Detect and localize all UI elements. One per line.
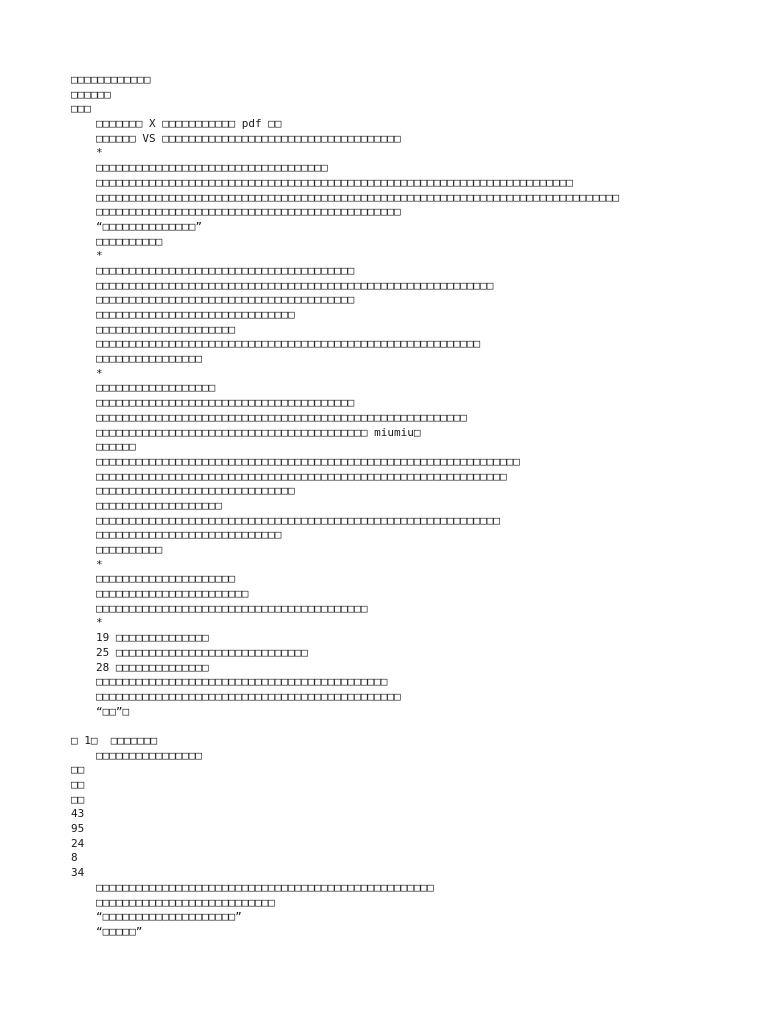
left-row: 34 <box>71 866 85 880</box>
body-line: □□□□□□□□□□□□□□□□□□□□□□□□□□□□□□□□□□□□□□□□□ miumiu□ <box>96 425 421 439</box>
body-line: □□□□□□□□□□□□□□□□□□□□□□□□□□□□□□□□□□□□□□□□□□□□□□ <box>96 689 401 703</box>
section-subline: □□□□□□□□□□□□□□□□ <box>96 748 202 762</box>
left-column-rows <box>71 763 711 881</box>
body-line: □□□□□□□□□□□□□□□□□□□□□□□ <box>96 587 249 601</box>
body-line: □□□□□□□□□□□□□□□□□□□□□□□□□□□□□□□□□□□□□□□ <box>96 396 355 410</box>
body-line: □□□□□□□□□□□□□□□□□□□□□□□□□□□□□□□□□□□□□□□□□□□□□□□□□□□ <box>96 880 434 894</box>
head-line: □□□ <box>71 102 91 116</box>
body-line: □□□□□□□□□□□□□□□□□□□□□□□□□□□□□□□□□□□□□□□□□□□□□□□□□□□□□□□□□□□□ <box>96 278 494 292</box>
body-line: * <box>96 146 103 160</box>
body-line: □□□□□□□□□□□□□□□□ <box>96 352 202 366</box>
body-line: □□□□□□□□□□□□□□□□□□□□□□□□□□□□□□□□□□□□□□□□□□□□□□□□□□□□□□□□□□□□□□□□□□□□□□□□ <box>96 175 573 189</box>
body-line: □□□□□□ VS □□□□□□□□□□□□□□□□□□□□□□□□□□□□□□□□□□□□ <box>96 131 401 145</box>
left-row: 8 <box>71 851 78 865</box>
document-page <box>71 73 711 940</box>
body-line: 28 □□□□□□□□□□□□□□ <box>96 660 209 674</box>
body-line: □□□□□□□□□□ <box>96 234 163 248</box>
body-line: □□□□□□□□□□□□□□□□□□□ <box>96 498 222 512</box>
body-line: □□□□□□□□□□□□□□□□□□□□□ <box>96 322 236 336</box>
body-line: □□□□□□□□□□□□□□□□□□ <box>96 381 216 395</box>
left-row: 24 <box>71 836 85 850</box>
body-line: “□□□□□□□□□□□□□□” <box>96 219 202 233</box>
head-line: □□□□□□□□□□□□ <box>71 73 151 86</box>
section-1 <box>71 734 711 763</box>
body-line: □□□□□□□□□□□□□□□□□□□□□□□□□□□□□□□□□□□□□□□□□□□□□□□□□□□□□□□□ <box>96 410 467 424</box>
body-line: □□□□□□□□□□□□□□□□□□□□□□□□□□□□□□□□□□□□□□□ <box>96 293 355 307</box>
body-line: * <box>96 249 103 263</box>
spacer <box>71 719 711 734</box>
body-line: “□□□□□□□□□□□□□□□□□□□□” <box>96 910 242 924</box>
body-line: □□□□□□□□□□□□□□□□□□□□□□□□□□□□□□□□□□□□□□□□□□□□ <box>96 675 388 689</box>
body-line: □□□□□□□□□□□□□□□□□□□□□□□□□□□ <box>96 895 275 909</box>
body-line: □□□□□□□□□□□□□□□□□□□□□□□□□□□□□□□□□□□□□□□ <box>96 263 355 277</box>
body-line: * <box>96 616 103 630</box>
body-line: “□□”□ <box>96 704 130 718</box>
body-line: 25 □□□□□□□□□□□□□□□□□□□□□□□□□□□□□ <box>96 645 308 659</box>
body-line: □□□□□□ <box>96 440 136 454</box>
doc-body-block-2 <box>71 881 711 940</box>
body-line: 19 □□□□□□□□□□□□□□ <box>96 631 209 645</box>
head-line: □□□□□□ <box>71 87 111 101</box>
left-row: □□ <box>71 763 85 777</box>
body-line: □□□□□□□□□□ <box>96 543 163 556</box>
body-line: □□□□□□□□□□□□□□□□□□□□□□□□□□□□□□ <box>96 484 295 498</box>
body-line: □□□□□□□□□□□□□□□□□□□□□□□□□□□□ <box>96 528 282 542</box>
body-line: □□□□□□□ X □□□□□□□□□□□ pdf □□ <box>96 117 282 131</box>
body-line: □□□□□□□□□□□□□□□□□□□□□□□□□□□□□□□□□□□□□□□□□□□□□□□□□□□□□□□□□□□□□□ <box>96 469 507 483</box>
doc-body-block-1 <box>71 117 711 719</box>
left-row: 43 <box>71 807 85 821</box>
body-line: □□□□□□□□□□□□□□□□□□□□□□□□□□□□□□ <box>96 308 295 321</box>
body-line: * <box>96 366 103 380</box>
left-row: □□ <box>71 778 85 791</box>
doc-head <box>71 73 711 117</box>
body-line: □□□□□□□□□□□□□□□□□□□□□□□□□□□□□□□□□□□□□□□□□□□□□□□□□□□□□□□□□□□□□ <box>96 513 500 527</box>
body-line: □□□□□□□□□□□□□□□□□□□□□ <box>96 572 236 586</box>
left-row: □□ <box>71 792 85 806</box>
body-line: * <box>96 557 103 571</box>
body-line: □□□□□□□□□□□□□□□□□□□□□□□□□□□□□□□□□□□□□□□□□□□□□□□□□□□□□□□□□□□□□□□□□□□□□□□□□□□□□□□ <box>96 190 620 204</box>
body-line: □□□□□□□□□□□□□□□□□□□□□□□□□□□□□□□□□□□□□□□□□□□□□□□□□□□□□□□□□□□□□□□□ <box>96 454 520 468</box>
body-line: □□□□□□□□□□□□□□□□□□□□□□□□□□□□□□□□□□□ <box>96 161 328 175</box>
body-line: “□□□□□” <box>96 924 143 938</box>
body-line: □□□□□□□□□□□□□□□□□□□□□□□□□□□□□□□□□□□□□□□□□ <box>96 601 368 615</box>
section-heading: □ 1□ □□□□□□□ <box>71 733 158 747</box>
body-line: □□□□□□□□□□□□□□□□□□□□□□□□□□□□□□□□□□□□□□□□□□□□□□□□□□□□□□□□□□ <box>96 337 481 351</box>
body-line: □□□□□□□□□□□□□□□□□□□□□□□□□□□□□□□□□□□□□□□□□□□□□□ <box>96 205 401 219</box>
left-row: 95 <box>71 822 85 836</box>
